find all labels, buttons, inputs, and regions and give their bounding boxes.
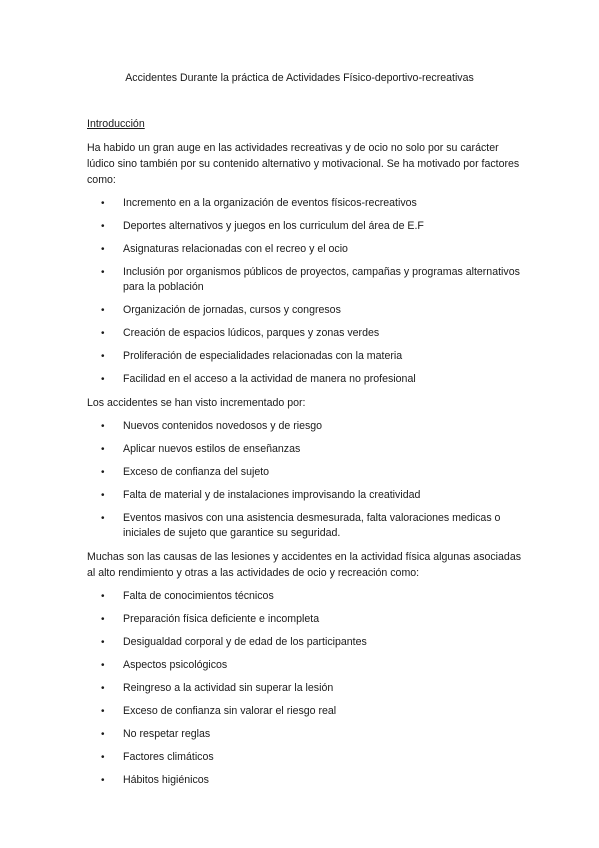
- bullet-icon: •: [101, 683, 105, 694]
- list-item-text: Eventos masivos con una asistencia desmesurada, falta valoraciones medicas o iniciales de sujeto que garantice su seguridad.: [123, 512, 501, 539]
- list-item-text: Proliferación de especialidades relacionadas con la materia: [123, 350, 403, 362]
- list-item-text: No respetar reglas: [123, 728, 211, 740]
- bullet-icon: •: [101, 267, 105, 278]
- list-item: [87, 635, 527, 650]
- bullet-icon: •: [101, 244, 105, 255]
- list-item-text: Incremento en a la organización de eventos físicos-recreativos: [123, 197, 417, 209]
- bullet-icon: •: [101, 444, 105, 455]
- list-item: [87, 265, 527, 295]
- list-item: [87, 704, 527, 719]
- accident-causes-list: [87, 419, 527, 541]
- list-item: [87, 681, 527, 696]
- causes-paragraph: Muchas son las causas de las lesiones y accidentes en la actividad física algunas asociadas al alto rendimiento y otras a las actividades de ocio y recreación como:: [87, 551, 522, 579]
- list-item: [87, 349, 527, 364]
- list-item-text: Falta de material y de instalaciones improvisando la creatividad: [123, 489, 421, 501]
- section-heading: Introducción: [87, 118, 145, 130]
- list-item-text: Aspectos psicológicos: [123, 659, 228, 671]
- list-item-text: Preparación física deficiente e incompleta: [123, 613, 320, 625]
- bullet-icon: •: [101, 467, 105, 478]
- list-item-text: Inclusión por organismos públicos de proyectos, campañas y programas alternativos para la población: [123, 266, 520, 293]
- factors-list: [87, 196, 527, 387]
- list-item: [87, 465, 527, 480]
- bullet-icon: •: [101, 221, 105, 232]
- bullet-icon: •: [101, 374, 105, 385]
- bullet-icon: •: [101, 513, 105, 524]
- list-item: [87, 372, 527, 387]
- bullet-icon: •: [101, 614, 105, 625]
- bullet-icon: •: [101, 706, 105, 717]
- list-item-text: Asignaturas relacionadas con el recreo y el ocio: [123, 243, 348, 255]
- list-item-text: Falta de conocimientos técnicos: [123, 590, 274, 602]
- document-title: Accidentes Durante la práctica de Actividades Físico-deportivo-recreativas: [125, 72, 474, 84]
- injury-causes-list: [87, 589, 527, 788]
- list-item-text: Nuevos contenidos novedosos y de riesgo: [123, 420, 323, 432]
- bullet-icon: •: [101, 421, 105, 432]
- list-item-text: Organización de jornadas, cursos y congresos: [123, 304, 341, 316]
- list-item-text: Aplicar nuevos estilos de enseñanzas: [123, 443, 301, 455]
- list-item: [87, 242, 527, 257]
- list-item-text: Factores climáticos: [123, 751, 214, 763]
- list-item: [87, 196, 527, 211]
- list-item-text: Reingreso a la actividad sin superar la lesión: [123, 682, 334, 694]
- list-item-text: Creación de espacios lúdicos, parques y zonas verdes: [123, 327, 380, 339]
- intro-paragraph: Ha habido un gran auge en las actividades recreativas y de ocio no solo por su carácter lúdico sino también por su contenido alternativo y motivacional. Se ha motivado por factores como:: [87, 142, 520, 186]
- list-item-text: Exceso de confianza del sujeto: [123, 466, 270, 478]
- list-item: [87, 773, 527, 788]
- list-item: [87, 750, 527, 765]
- list-item-text: Desigualdad corporal y de edad de los participantes: [123, 636, 367, 648]
- list-item: [87, 442, 527, 457]
- list-item: [87, 727, 527, 742]
- list-item: [87, 219, 527, 234]
- bullet-icon: •: [101, 328, 105, 339]
- list-item-text: Hábitos higiénicos: [123, 774, 209, 786]
- bullet-icon: •: [101, 637, 105, 648]
- list-item-text: Deportes alternativos y juegos en los curriculum del área de E.F: [123, 220, 424, 232]
- accidents-paragraph: Los accidentes se han visto incrementado por:: [87, 397, 306, 409]
- bullet-icon: •: [101, 752, 105, 763]
- bullet-icon: •: [101, 305, 105, 316]
- list-item: [87, 303, 527, 318]
- bullet-icon: •: [101, 351, 105, 362]
- list-item: [87, 612, 527, 627]
- bullet-icon: •: [101, 490, 105, 501]
- bullet-icon: •: [101, 198, 105, 209]
- document-body: [87, 117, 527, 796]
- list-item: [87, 511, 527, 541]
- bullet-icon: •: [101, 591, 105, 602]
- list-item: [87, 326, 527, 341]
- bullet-icon: •: [101, 660, 105, 671]
- list-item: [87, 488, 527, 503]
- bullet-icon: •: [101, 729, 105, 740]
- list-item: [87, 419, 527, 434]
- list-item-text: Exceso de confianza sin valorar el riesgo real: [123, 705, 337, 717]
- bullet-icon: •: [101, 775, 105, 786]
- list-item-text: Facilidad en el acceso a la actividad de manera no profesional: [123, 373, 416, 385]
- list-item: [87, 589, 527, 604]
- list-item: [87, 658, 527, 673]
